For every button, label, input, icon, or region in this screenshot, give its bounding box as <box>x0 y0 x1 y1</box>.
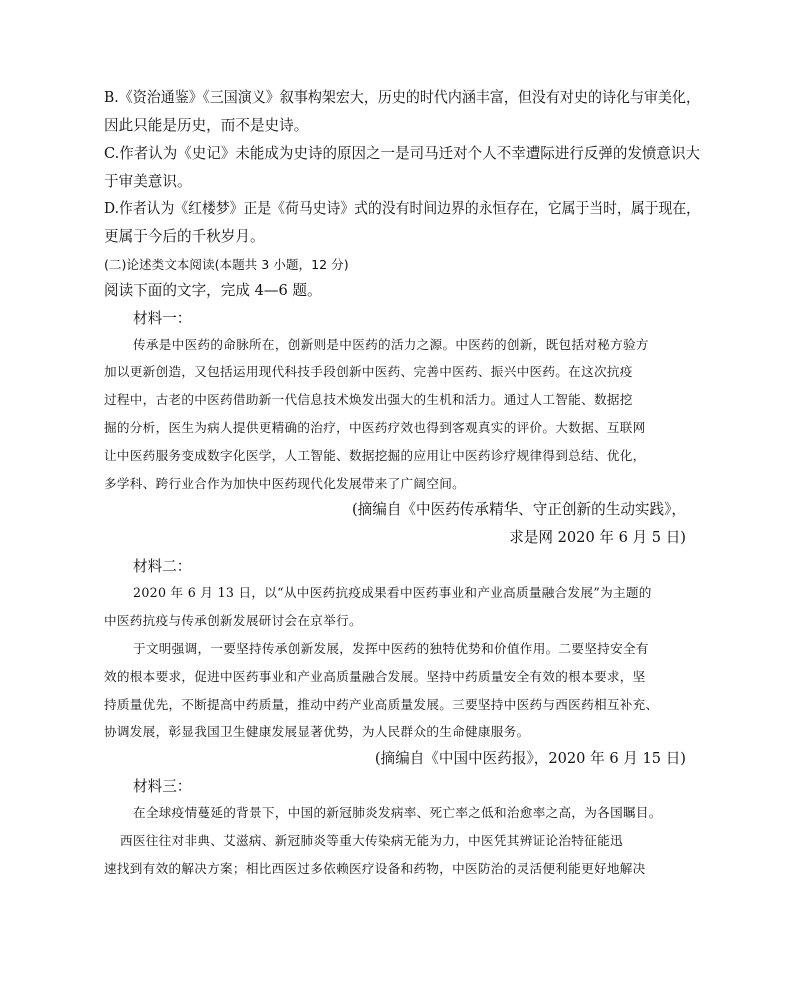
material-3-line: 速找到有效的解决方案；相比西医过多依赖医疗设备和药物，中医防治的灵活便利能更好地解决 <box>104 861 646 876</box>
material-1-line: 过程中，古老的中医药借助新一代信息技术焕发出强大的生机和活力。通过人工智能、数据挖 <box>104 392 633 407</box>
section-heading: (二)论述类文本阅读(本题共 3 小题，12 分) <box>104 257 349 272</box>
material-1-source-line-2: 求是网 2020 年 6 月 5 日) <box>509 529 686 546</box>
material-1-line: 多学科、跨行业合作为加快中医药现代化发展带来了广阔空间。 <box>104 476 466 491</box>
material-2-line: 持质量优先，不断提高中药质量，推动中药产业高质量发展。三要坚持中医药与西医药相互补充、 <box>104 697 659 712</box>
material-1-line: 传承是中医药的命脉所在，创新则是中医药的活力之源。中医药的创新，既包括对秘方验方 <box>133 337 649 352</box>
option-d-line-2: 更属于今后的千秋岁月。 <box>104 228 265 245</box>
material-2-title: 材料二： <box>133 558 192 575</box>
material-2-line: 协调发展，彰显我国卫生健康发展显著优势，为人民群众的生命健康服务。 <box>104 724 530 739</box>
material-2-source: (摘编自《中国中医药报》，2020 年 6 月 15 日) <box>374 750 686 767</box>
material-1-source-line-1: (摘编自《中医药传承精华、守正创新的生动实践》， <box>351 501 686 518</box>
material-1-title: 材料一： <box>133 310 192 327</box>
material-3-line: 西医往往对非典、艾滋病、新冠肺炎等重大传染病无能为力，中医凭其辨证论治特征能迅 <box>120 833 623 848</box>
material-2-line: 2020 年 6 月 13 日，以“从中医药抗疫成果看中医药事业和产业高质量融合发展”为主题的 <box>133 585 652 600</box>
material-2-line: 效的根本要求，促进中医药事业和产业高质量融合发展。坚持中药质量安全有效的根本要求，坚 <box>104 669 646 684</box>
material-2-line: 中医药抗疫与传承创新发展研讨会在京举行。 <box>104 613 362 628</box>
option-b-line-1: B.《资治通鉴》《三国演义》叙事构架宏大，历史的时代内涵丰富，但没有对史的诗化与审美化， <box>104 89 700 106</box>
option-b-line-2: 因此只能是历史，而不是史诗。 <box>104 117 309 134</box>
material-1-line: 让中医药服务变成数字化医学，人工智能、数据挖掘的应用让中医药诊疗规律得到总结、优化， <box>104 448 646 463</box>
option-c-line-1: C.作者认为《史记》未能成为史诗的原因之一是司马迁对个人不幸遭际进行反弹的发愤意识大 <box>104 145 700 162</box>
material-2-line: 于文明强调，一要坚持传承创新发展，发挥中医药的独特优势和价值作用。二要坚持安全有 <box>133 641 649 656</box>
option-c-line-2: 于审美意识。 <box>104 173 192 190</box>
material-3-title: 材料三： <box>133 778 192 795</box>
option-d-line-1: D.作者认为《红楼梦》正是《荷马史诗》式的没有时间边界的永恒存在，它属于当时，属于现在， <box>104 200 700 217</box>
material-3-line: 在全球疫情蔓延的背景下，中国的新冠肺炎发病率、死亡率之低和治愈率之高，为各国瞩目。 <box>133 805 662 820</box>
material-1-line: 掘的分析，医生为病人提供更精确的治疗，中医药疗效也得到客观真实的评价。大数据、互联网 <box>104 420 646 435</box>
material-1-line: 加以更新创造，又包括运用现代科技手段创新中医药、完善中医药、振兴中医药。在这次抗疫 <box>104 364 633 379</box>
section-instruction: 阅读下面的文字，完成 4—6 题。 <box>104 282 322 299</box>
